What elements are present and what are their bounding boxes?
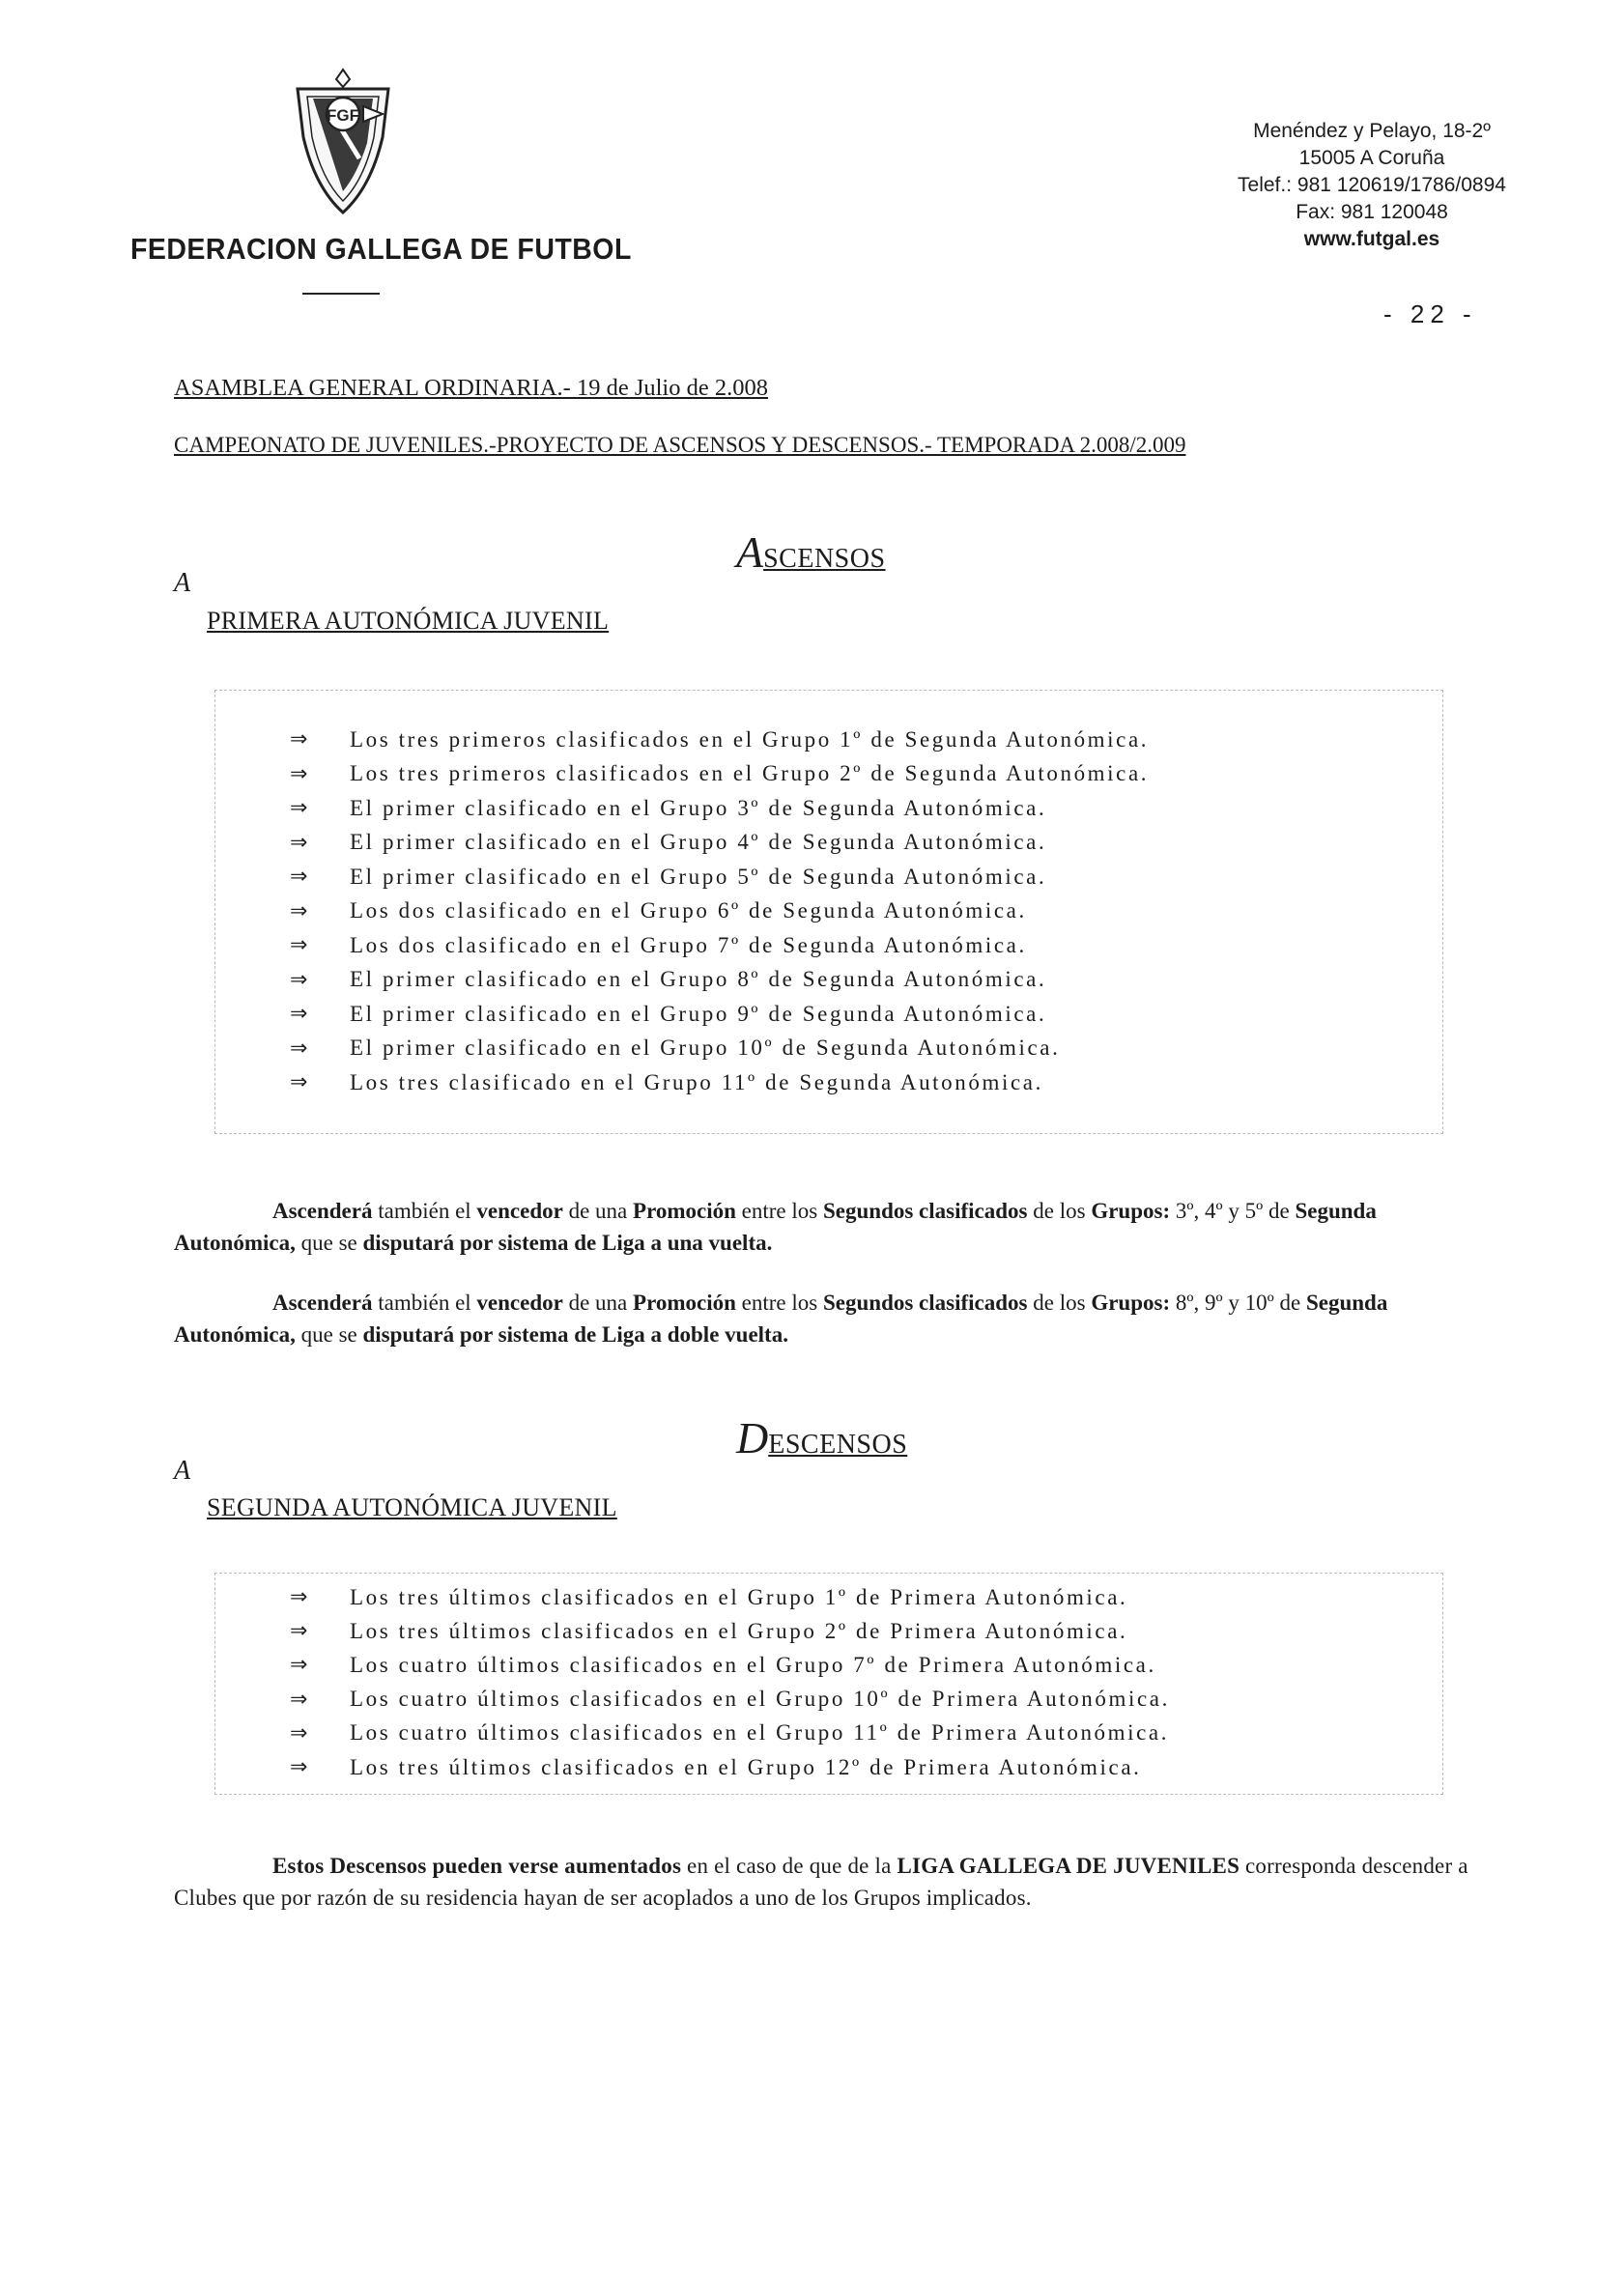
ascensos-heading	[736, 526, 886, 578]
list-item-text: El primer clasificado en el Grupo 10º de Segunda Autonómica.	[350, 1036, 1061, 1061]
arrow-right-icon: ⇒	[290, 1070, 308, 1095]
list-item-text: Los tres últimos clasificados en el Grupo 1º de Primera Autonómica.	[350, 1584, 1128, 1609]
contact-block	[1217, 118, 1526, 253]
ascensos-list	[290, 723, 1149, 1100]
arrow-right-icon: ⇒	[290, 1585, 308, 1610]
promotion-paragraph-2: Ascenderá también el vencedor de una Promoción entre los Segundos clasificados de los Grupos: 8º, 9º y 10º de Segunda Autonómica, que se disputará por sistema de Liga a doble vuelta.	[174, 1291, 1388, 1347]
list-item-text: El primer clasificado en el Grupo 5º de Segunda Autonómica.	[350, 864, 1047, 889]
arrow-right-icon: ⇒	[290, 1687, 308, 1712]
list-item-text: Los cuatro últimos clasificados en el Grupo 11º de Primera Autonómica.	[350, 1720, 1170, 1746]
list-item-text: Los tres últimos clasificados en el Grupo 12º de Primera Autonómica.	[350, 1754, 1142, 1779]
list-item	[290, 1580, 1170, 1614]
list-item	[290, 1683, 1170, 1717]
arrow-right-icon: ⇒	[290, 727, 308, 752]
list-item	[290, 928, 1149, 963]
category-title-segunda: SEGUNDA AUTONÓMICA JUVENIL	[207, 1493, 617, 1521]
list-item	[290, 860, 1149, 894]
address-line-1: Menéndez y Pelayo, 18-2º	[1253, 120, 1491, 142]
website-link[interactable]: www.futgal.es	[1303, 228, 1440, 250]
list-item-text: Los cuatro últimos clasificados en el Grupo 7º de Primera Autonómica.	[350, 1652, 1156, 1677]
arrow-right-icon: ⇒	[290, 967, 308, 992]
arrow-right-icon: ⇒	[290, 865, 308, 890]
list-item-text: El primer clasificado en el Grupo 3º de Segunda Autonómica.	[350, 795, 1047, 820]
arrow-right-icon: ⇒	[290, 933, 308, 958]
list-item	[290, 723, 1149, 757]
list-item-text: Los cuatro últimos clasificados en el Grupo 10º de Primera Autonómica.	[350, 1687, 1170, 1712]
phone-line: Telef.: 981 120619/1786/0894	[1238, 174, 1506, 196]
list-item-text: El primer clasificado en el Grupo 4º de Segunda Autonómica.	[350, 830, 1047, 855]
list-item	[290, 757, 1149, 792]
arrow-right-icon: ⇒	[290, 1653, 308, 1678]
list-item-text: Los tres primeros clasificados en el Grupo 2º de Segunda Autonómica.	[350, 761, 1150, 786]
fax-line: Fax: 981 120048	[1296, 201, 1448, 223]
page-number: - 22 -	[1383, 299, 1477, 328]
descensos-note-paragraph: Estos Descensos pueden verse aumentados en el caso de que de la LIGA GALLEGA DE JUVENILES corresponda descender a Clubes que por razón de su residencia hayan de ser acoplados a uno de los Grupos implicados.	[174, 1854, 1468, 1910]
list-item	[290, 894, 1149, 929]
promotion-paragraph-1: Ascenderá también el vencedor de una Promoción entre los Segundos clasificados de los Grupos: 3º, 4º y 5º de Segunda Autonómica, que se disputará por sistema de Liga a una vuelta.	[174, 1199, 1377, 1255]
descensos-list	[290, 1580, 1170, 1784]
category-title-primera: PRIMERA AUTONÓMICA JUVENIL	[207, 607, 610, 635]
arrow-right-icon: ⇒	[290, 796, 308, 821]
list-item	[290, 1750, 1170, 1784]
list-item	[290, 963, 1149, 998]
list-item-text: El primer clasificado en el Grupo 8º de Segunda Autonómica.	[350, 967, 1047, 992]
arrow-right-icon: ⇒	[290, 898, 308, 923]
assembly-title: ASAMBLEA GENERAL ORDINARIA.- 19 de Julio de 2.008	[174, 375, 768, 401]
descensos-heading	[736, 1412, 907, 1463]
ascensos-heading-rest: SCENSOS	[763, 544, 886, 574]
arrow-right-icon: ⇒	[290, 761, 308, 786]
address-line-2: 15005 A Coruña	[1298, 147, 1445, 169]
svg-text:FGF: FGF	[327, 106, 359, 125]
category-mark-segunda: A	[174, 1456, 191, 1486]
list-item	[290, 1065, 1149, 1100]
federation-crest-icon	[290, 66, 396, 220]
championship-title: CAMPEONATO DE JUVENILES.-PROYECTO DE ASCENSOS Y DESCENSOS.- TEMPORADA 2.008/2.009	[174, 433, 1186, 457]
ascensos-heading-initial: A	[736, 527, 764, 577]
list-item-text: El primer clasificado en el Grupo 9º de Segunda Autonómica.	[350, 1001, 1047, 1026]
list-item	[290, 826, 1149, 861]
list-item-text: Los tres primeros clasificados en el Grupo 1º de Segunda Autonómica.	[350, 726, 1150, 752]
list-item	[290, 791, 1149, 826]
federation-name: FEDERACION GALLEGA DE FUTBOL	[130, 232, 632, 266]
arrow-right-icon: ⇒	[290, 830, 308, 855]
descensos-heading-initial: D	[736, 1413, 769, 1462]
list-item-text: Los dos clasificado en el Grupo 7º de Segunda Autonómica.	[350, 932, 1027, 957]
list-item-text: Los dos clasificado en el Grupo 6º de Segunda Autonómica.	[350, 898, 1027, 923]
list-item	[290, 997, 1149, 1032]
category-mark-primera: A	[174, 568, 191, 598]
arrow-right-icon: ⇒	[290, 1002, 308, 1027]
list-item	[290, 1614, 1170, 1648]
list-item-text: Los tres clasificado en el Grupo 11º de Segunda Autonómica.	[350, 1069, 1043, 1094]
list-item	[290, 1648, 1170, 1682]
arrow-right-icon: ⇒	[290, 1619, 308, 1644]
descensos-heading-rest: ESCENSOS	[768, 1430, 908, 1460]
arrow-right-icon: ⇒	[290, 1755, 308, 1780]
federation-name-rule	[302, 293, 380, 295]
arrow-right-icon: ⇒	[290, 1036, 308, 1061]
list-item	[290, 1032, 1149, 1066]
arrow-right-icon: ⇒	[290, 1720, 308, 1746]
list-item-text: Los tres últimos clasificados en el Grupo 2º de Primera Autonómica.	[350, 1618, 1128, 1643]
list-item	[290, 1717, 1170, 1750]
